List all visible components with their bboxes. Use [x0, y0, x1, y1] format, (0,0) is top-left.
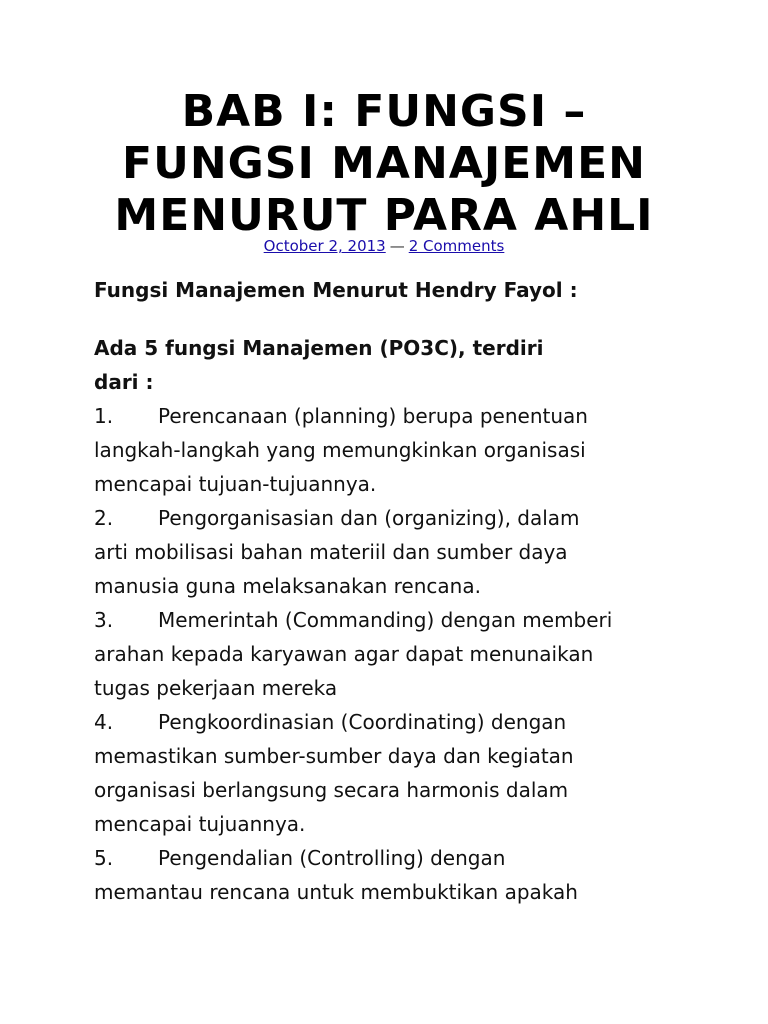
item-line: memastikan sumber-sumber daya dan kegiatan: [94, 744, 574, 768]
article-body: [94, 273, 694, 909]
subheading-line: Ada 5 fungsi Manajemen (PO3C), terdiri: [94, 336, 544, 360]
item-line: Pengendalian (Controlling) dengan: [158, 846, 506, 870]
item-number: 2.: [94, 506, 114, 530]
post-meta: [0, 236, 768, 256]
comments-link[interactable]: 2 Comments: [408, 237, 505, 255]
meta-separator: —: [389, 237, 405, 255]
list-item: [94, 841, 694, 909]
date-link[interactable]: October 2, 2013: [263, 237, 386, 255]
item-line: organisasi berlangsung secara harmonis dalam: [94, 778, 569, 802]
item-line: mencapai tujuan-tujuannya.: [94, 472, 377, 496]
title-line: FUNGSI MANAJEMEN: [122, 138, 646, 189]
item-line: langkah-langkah yang memungkinkan organisasi: [94, 438, 586, 462]
subheading-po3c: [94, 331, 694, 399]
article-title: [40, 86, 728, 242]
item-number: 4.: [94, 710, 114, 734]
item-line: mencapai tujuannya.: [94, 812, 306, 836]
item-line: manusia guna melaksanakan rencana.: [94, 574, 481, 598]
item-line: Pengkoordinasian (Coordinating) dengan: [158, 710, 567, 734]
item-number: 5.: [94, 846, 114, 870]
list-item: [94, 603, 694, 705]
item-number: 1.: [94, 404, 114, 428]
list-item: [94, 399, 694, 501]
item-line: arti mobilisasi bahan materiil dan sumber daya: [94, 540, 568, 564]
list-item: [94, 705, 694, 841]
item-line: memantau rencana untuk membuktikan apakah: [94, 880, 578, 904]
title-line: MENURUT PARA AHLI: [114, 190, 654, 241]
subheading-fayol: Fungsi Manajemen Menurut Hendry Fayol :: [94, 278, 578, 302]
title-line: BAB I: FUNGSI –: [181, 86, 587, 137]
item-line: arahan kepada karyawan agar dapat menunaikan: [94, 642, 594, 666]
item-line: Memerintah (Commanding) dengan memberi: [158, 608, 613, 632]
item-line: Perencanaan (planning) berupa penentuan: [158, 404, 588, 428]
item-number: 3.: [94, 608, 114, 632]
item-line: Pengorganisasian dan (organizing), dalam: [158, 506, 580, 530]
list-item: [94, 501, 694, 603]
item-line: tugas pekerjaan mereka: [94, 676, 338, 700]
subheading-line: dari :: [94, 370, 154, 394]
